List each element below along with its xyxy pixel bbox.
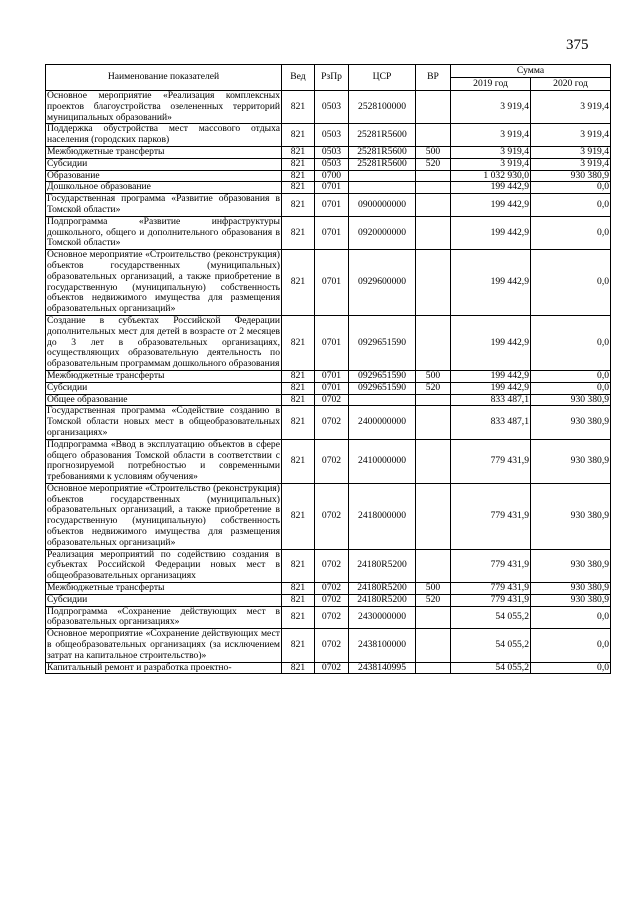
row-name: Основное мероприятие «Реализация комплексных проектов благоустройства озелененных территорий муниципальных образований» (47, 90, 280, 123)
row-sum-2019: 3 919,4 (451, 158, 531, 170)
row-rzpr: 0702 (315, 483, 349, 549)
row-csr: 0929651590 (349, 382, 416, 394)
row-csr: 24180R5200 (349, 583, 416, 595)
row-rzpr: 0701 (315, 216, 349, 249)
row-csr: 25281R5600 (349, 158, 416, 170)
row-vr (416, 606, 451, 629)
row-ved: 821 (282, 370, 315, 382)
row-ved: 821 (282, 606, 315, 629)
row-vr (416, 406, 451, 439)
table-row (46, 406, 611, 439)
row-name: Основное мероприятие «Строительство (реконструкция) объектов государственных (муниципальных) образовательных организаций, а также приобретение в государственную (муниципальную) собственность объектов недвижимого имущества для размещения образовательных организаций» (47, 482, 280, 548)
table-row (46, 91, 611, 124)
row-rzpr: 0702 (315, 606, 349, 629)
row-csr: 2438140995 (349, 662, 416, 674)
row-csr: 2418000000 (349, 483, 416, 549)
row-vr (416, 194, 451, 217)
row-name: Основное мероприятие «Строительство (реконструкция) объектов государственных (муниципальных) образовательных организаций, а также приобретение в государственную (муниципальную) собственность объектов недвижимого имущества для размещения образовательных организаций» (47, 249, 280, 315)
row-rzpr: 0702 (315, 583, 349, 595)
row-ved: 821 (282, 594, 315, 606)
row-ved: 821 (282, 315, 315, 370)
table-row (46, 146, 611, 158)
row-csr: 2528100000 (349, 91, 416, 124)
row-name: Поддержка обустройства мест массового отдыха населения (городских парков) (47, 123, 280, 146)
row-sum-2020: 930 380,9 (531, 170, 611, 182)
row-sum-2020: 3 919,4 (531, 158, 611, 170)
row-sum-2020: 0,0 (531, 662, 611, 674)
row-csr: 0920000000 (349, 216, 416, 249)
row-rzpr: 0503 (315, 146, 349, 158)
table-row (46, 394, 611, 406)
row-sum-2020: 0,0 (531, 315, 611, 370)
row-rzpr: 0702 (315, 594, 349, 606)
row-rzpr: 0702 (315, 439, 349, 483)
table-row (46, 370, 611, 382)
row-name: Межбюджетные трансферты (46, 370, 282, 382)
row-vr (416, 549, 451, 582)
row-name: Создание в субъектах Российской Федерации дополнительных мест для детей в возрасте от 2 месяцев до 3 лет в образовательных организациях, осуществляющих образовательную деятельность по образовательным программам дошкольного образования (47, 314, 280, 370)
row-csr: 25281R5600 (349, 124, 416, 147)
row-sum-2020: 930 380,9 (531, 394, 611, 406)
row-name: Подпрограмма «Развитие инфраструктуры дошкольного, общего и дополнительного образования в Томской области» (47, 215, 280, 249)
row-rzpr: 0701 (315, 182, 349, 194)
row-rzpr: 0503 (315, 124, 349, 147)
row-sum-2020: 0,0 (531, 194, 611, 217)
row-name: Дошкольное образование (46, 182, 282, 194)
row-ved: 821 (282, 382, 315, 394)
row-sum-2020: 930 380,9 (531, 439, 611, 483)
row-ved: 821 (282, 662, 315, 674)
row-ved: 821 (282, 439, 315, 483)
row-name: Межбюджетные трансферты (46, 146, 282, 158)
row-rzpr: 0701 (315, 315, 349, 370)
row-sum-2019: 199 442,9 (451, 250, 531, 316)
row-vr (416, 439, 451, 483)
row-sum-2019: 199 442,9 (451, 216, 531, 249)
budget-table (45, 64, 611, 674)
row-vr: 520 (416, 594, 451, 606)
table-row (46, 194, 611, 217)
table-row (46, 158, 611, 170)
row-ved: 821 (282, 158, 315, 170)
table-row (46, 662, 611, 674)
row-vr: 500 (416, 583, 451, 595)
row-vr (416, 662, 451, 674)
row-csr (349, 170, 416, 182)
row-name: Субсидии (46, 594, 282, 606)
row-rzpr: 0702 (315, 662, 349, 674)
row-ved: 821 (282, 406, 315, 439)
row-vr: 520 (416, 382, 451, 394)
row-ved: 821 (282, 250, 315, 316)
row-csr: 2430000000 (349, 606, 416, 629)
row-ved: 821 (282, 146, 315, 158)
row-ved: 821 (282, 583, 315, 595)
row-sum-2020: 0,0 (531, 250, 611, 316)
header-ved: Вед (282, 65, 315, 91)
row-sum-2020: 3 919,4 (531, 124, 611, 147)
row-sum-2019: 54 055,2 (451, 629, 531, 662)
header-sum: Сумма (451, 65, 611, 78)
row-sum-2019: 1 032 930,0 (451, 170, 531, 182)
row-sum-2019: 779 431,9 (451, 594, 531, 606)
row-sum-2019: 833 487,1 (451, 406, 531, 439)
row-vr (416, 250, 451, 316)
row-rzpr: 0702 (315, 394, 349, 406)
row-vr: 500 (416, 370, 451, 382)
row-vr: 520 (416, 158, 451, 170)
row-sum-2020: 3 919,4 (531, 91, 611, 124)
row-csr: 2410000000 (349, 439, 416, 483)
row-name: Реализация мероприятий по содействию создания в субъектах Российской Федерации новых мест в общеобразовательных организациях (47, 548, 280, 582)
row-sum-2019: 3 919,4 (451, 146, 531, 158)
row-sum-2020: 0,0 (531, 216, 611, 249)
row-name: Подпрограмма «Ввод в эксплуатацию объектов в сфере общего образования Томской области в соответствии с прогнозируемой потребностью и современными требованиями к условиям обучения» (47, 438, 280, 483)
header-name: Наименование показателей (46, 65, 282, 91)
row-sum-2020: 930 380,9 (531, 583, 611, 595)
table-row (46, 483, 611, 549)
header-csr: ЦСР (349, 65, 416, 91)
row-sum-2020: 0,0 (531, 382, 611, 394)
row-ved: 821 (282, 91, 315, 124)
row-sum-2019: 54 055,2 (451, 662, 531, 674)
row-csr (349, 182, 416, 194)
row-ved: 821 (282, 194, 315, 217)
table-body (46, 65, 611, 674)
header-2019: 2019 год (451, 78, 531, 91)
row-rzpr: 0702 (315, 629, 349, 662)
row-name: Государственная программа «Содействие созданию в Томской области новых мест в общеобразовательных организациях» (47, 405, 280, 438)
row-name: Субсидии (46, 158, 282, 170)
row-sum-2019: 779 431,9 (451, 549, 531, 582)
row-vr (416, 483, 451, 549)
row-csr: 2438100000 (349, 629, 416, 662)
row-ved: 821 (282, 216, 315, 249)
row-vr: 500 (416, 146, 451, 158)
row-ved: 821 (282, 549, 315, 582)
row-name: Общее образование (46, 394, 282, 406)
header-rzpr: РзПр (315, 65, 349, 91)
table-row (46, 250, 611, 316)
row-sum-2020: 0,0 (531, 606, 611, 629)
row-sum-2020: 0,0 (531, 182, 611, 194)
row-ved: 821 (282, 182, 315, 194)
row-sum-2020: 930 380,9 (531, 594, 611, 606)
row-csr: 0929651590 (349, 315, 416, 370)
row-vr (416, 170, 451, 182)
row-sum-2019: 199 442,9 (451, 315, 531, 370)
header-2020: 2020 год (531, 78, 611, 91)
row-vr (416, 182, 451, 194)
row-sum-2020: 3 919,4 (531, 146, 611, 158)
row-vr (416, 394, 451, 406)
row-sum-2019: 779 431,9 (451, 439, 531, 483)
row-vr (416, 124, 451, 147)
row-sum-2019: 833 487,1 (451, 394, 531, 406)
table-row (46, 439, 611, 483)
table-row (46, 182, 611, 194)
row-ved: 821 (282, 124, 315, 147)
row-name: Субсидии (46, 382, 282, 394)
table-row (46, 583, 611, 595)
row-rzpr: 0503 (315, 91, 349, 124)
table-row (46, 629, 611, 662)
row-rzpr: 0503 (315, 158, 349, 170)
row-rzpr: 0701 (315, 194, 349, 217)
row-csr: 0929600000 (349, 250, 416, 316)
row-vr (416, 629, 451, 662)
row-csr: 0929651590 (349, 370, 416, 382)
table-row (46, 382, 611, 394)
row-sum-2019: 199 442,9 (451, 370, 531, 382)
table-row (46, 315, 611, 370)
table-row (46, 606, 611, 629)
row-rzpr: 0702 (315, 406, 349, 439)
row-ved: 821 (282, 170, 315, 182)
row-csr (349, 394, 416, 406)
table-row (46, 124, 611, 147)
row-sum-2020: 0,0 (531, 370, 611, 382)
table-row (46, 216, 611, 249)
row-rzpr: 0701 (315, 250, 349, 316)
table-row (46, 170, 611, 182)
row-ved: 821 (282, 629, 315, 662)
row-csr: 0900000000 (349, 194, 416, 217)
row-rzpr: 0701 (315, 382, 349, 394)
header-row (46, 65, 611, 78)
row-name: Государственная программа «Развитие образования в Томской области» (47, 193, 280, 215)
row-rzpr: 0700 (315, 170, 349, 182)
row-csr: 24180R5200 (349, 594, 416, 606)
row-sum-2019: 54 055,2 (451, 606, 531, 629)
row-sum-2020: 930 380,9 (531, 406, 611, 439)
row-name: Капитальный ремонт и разработка проектно- (46, 662, 282, 674)
row-csr: 2400000000 (349, 406, 416, 439)
row-ved: 821 (282, 483, 315, 549)
page-number: 375 (566, 37, 589, 53)
row-sum-2020: 930 380,9 (531, 549, 611, 582)
row-vr (416, 315, 451, 370)
row-name: Межбюджетные трансферты (46, 583, 282, 595)
row-sum-2019: 3 919,4 (451, 124, 531, 147)
row-sum-2019: 779 431,9 (451, 483, 531, 549)
row-vr (416, 216, 451, 249)
row-rzpr: 0702 (315, 549, 349, 582)
row-sum-2019: 779 431,9 (451, 583, 531, 595)
row-rzpr: 0701 (315, 370, 349, 382)
row-sum-2019: 199 442,9 (451, 194, 531, 217)
table-row (46, 594, 611, 606)
row-sum-2019: 3 919,4 (451, 91, 531, 124)
row-sum-2020: 930 380,9 (531, 483, 611, 549)
row-sum-2020: 0,0 (531, 629, 611, 662)
row-name: Образование (46, 170, 282, 182)
row-sum-2019: 199 442,9 (451, 382, 531, 394)
table-row (46, 549, 611, 582)
row-vr (416, 91, 451, 124)
row-name: Основное мероприятие «Сохранение действующих мест в общеобразовательных организациях (за исключением затрат на капитальное строительство)» (47, 628, 280, 661)
row-sum-2019: 199 442,9 (451, 182, 531, 194)
row-name: Подпрограмма «Сохранение действующих мест в образовательных организациях» (47, 605, 280, 628)
row-ved: 821 (282, 394, 315, 406)
row-csr: 24180R5200 (349, 549, 416, 582)
row-csr: 25281R5600 (349, 146, 416, 158)
header-vr: ВР (416, 65, 451, 91)
